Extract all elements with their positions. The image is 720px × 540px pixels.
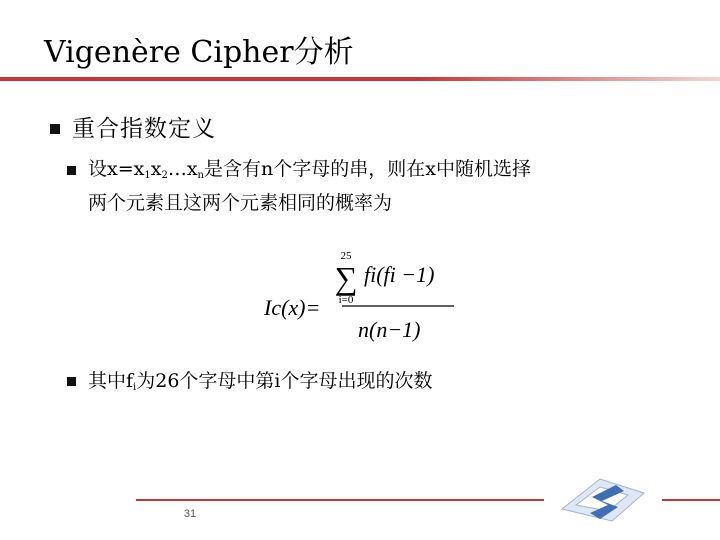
subscript: n: [197, 170, 204, 181]
subscript: 1: [144, 170, 151, 181]
definition-line-2: 两个元素且这两个元素相同的概率为: [88, 192, 393, 214]
page-number: 31: [183, 508, 197, 520]
text-fragment: …x: [167, 158, 198, 180]
section-heading: 重合指数定义: [72, 116, 216, 142]
slide-title: Vigenère Cipher分析: [44, 35, 354, 70]
sum-lower-limit: i=0: [338, 294, 354, 306]
text-fragment: 是含有n个字母的串，则在x中随机选择: [204, 158, 531, 180]
formula-numerator: fi(fi −1): [364, 262, 435, 287]
text-fragment: x: [150, 158, 162, 180]
coincidence-index-formula: [258, 245, 468, 345]
footer-rule-left: [136, 499, 544, 501]
sum-upper-limit: 25: [340, 250, 352, 262]
title-underline: [0, 77, 720, 81]
bullet-marker: [50, 124, 60, 134]
university-logo-icon: [548, 468, 664, 534]
bullet-marker: [67, 166, 76, 175]
subscript: i: [133, 382, 137, 393]
bullet-marker: [67, 377, 76, 386]
footer-rule-right: [662, 499, 720, 501]
formula-lhs: Ic(x)=: [264, 295, 321, 320]
text-fragment: 为26个字母中第i个字母出现的次数: [136, 370, 433, 392]
text-fragment: 设x=x: [88, 158, 145, 180]
formula-denominator: n(n−1): [358, 317, 421, 342]
sum-symbol: ∑: [334, 260, 358, 296]
subscript: 2: [161, 170, 168, 181]
text-fragment: 其中f: [88, 370, 134, 392]
frequency-note: [88, 368, 433, 401]
definition-line-1: [88, 156, 531, 189]
